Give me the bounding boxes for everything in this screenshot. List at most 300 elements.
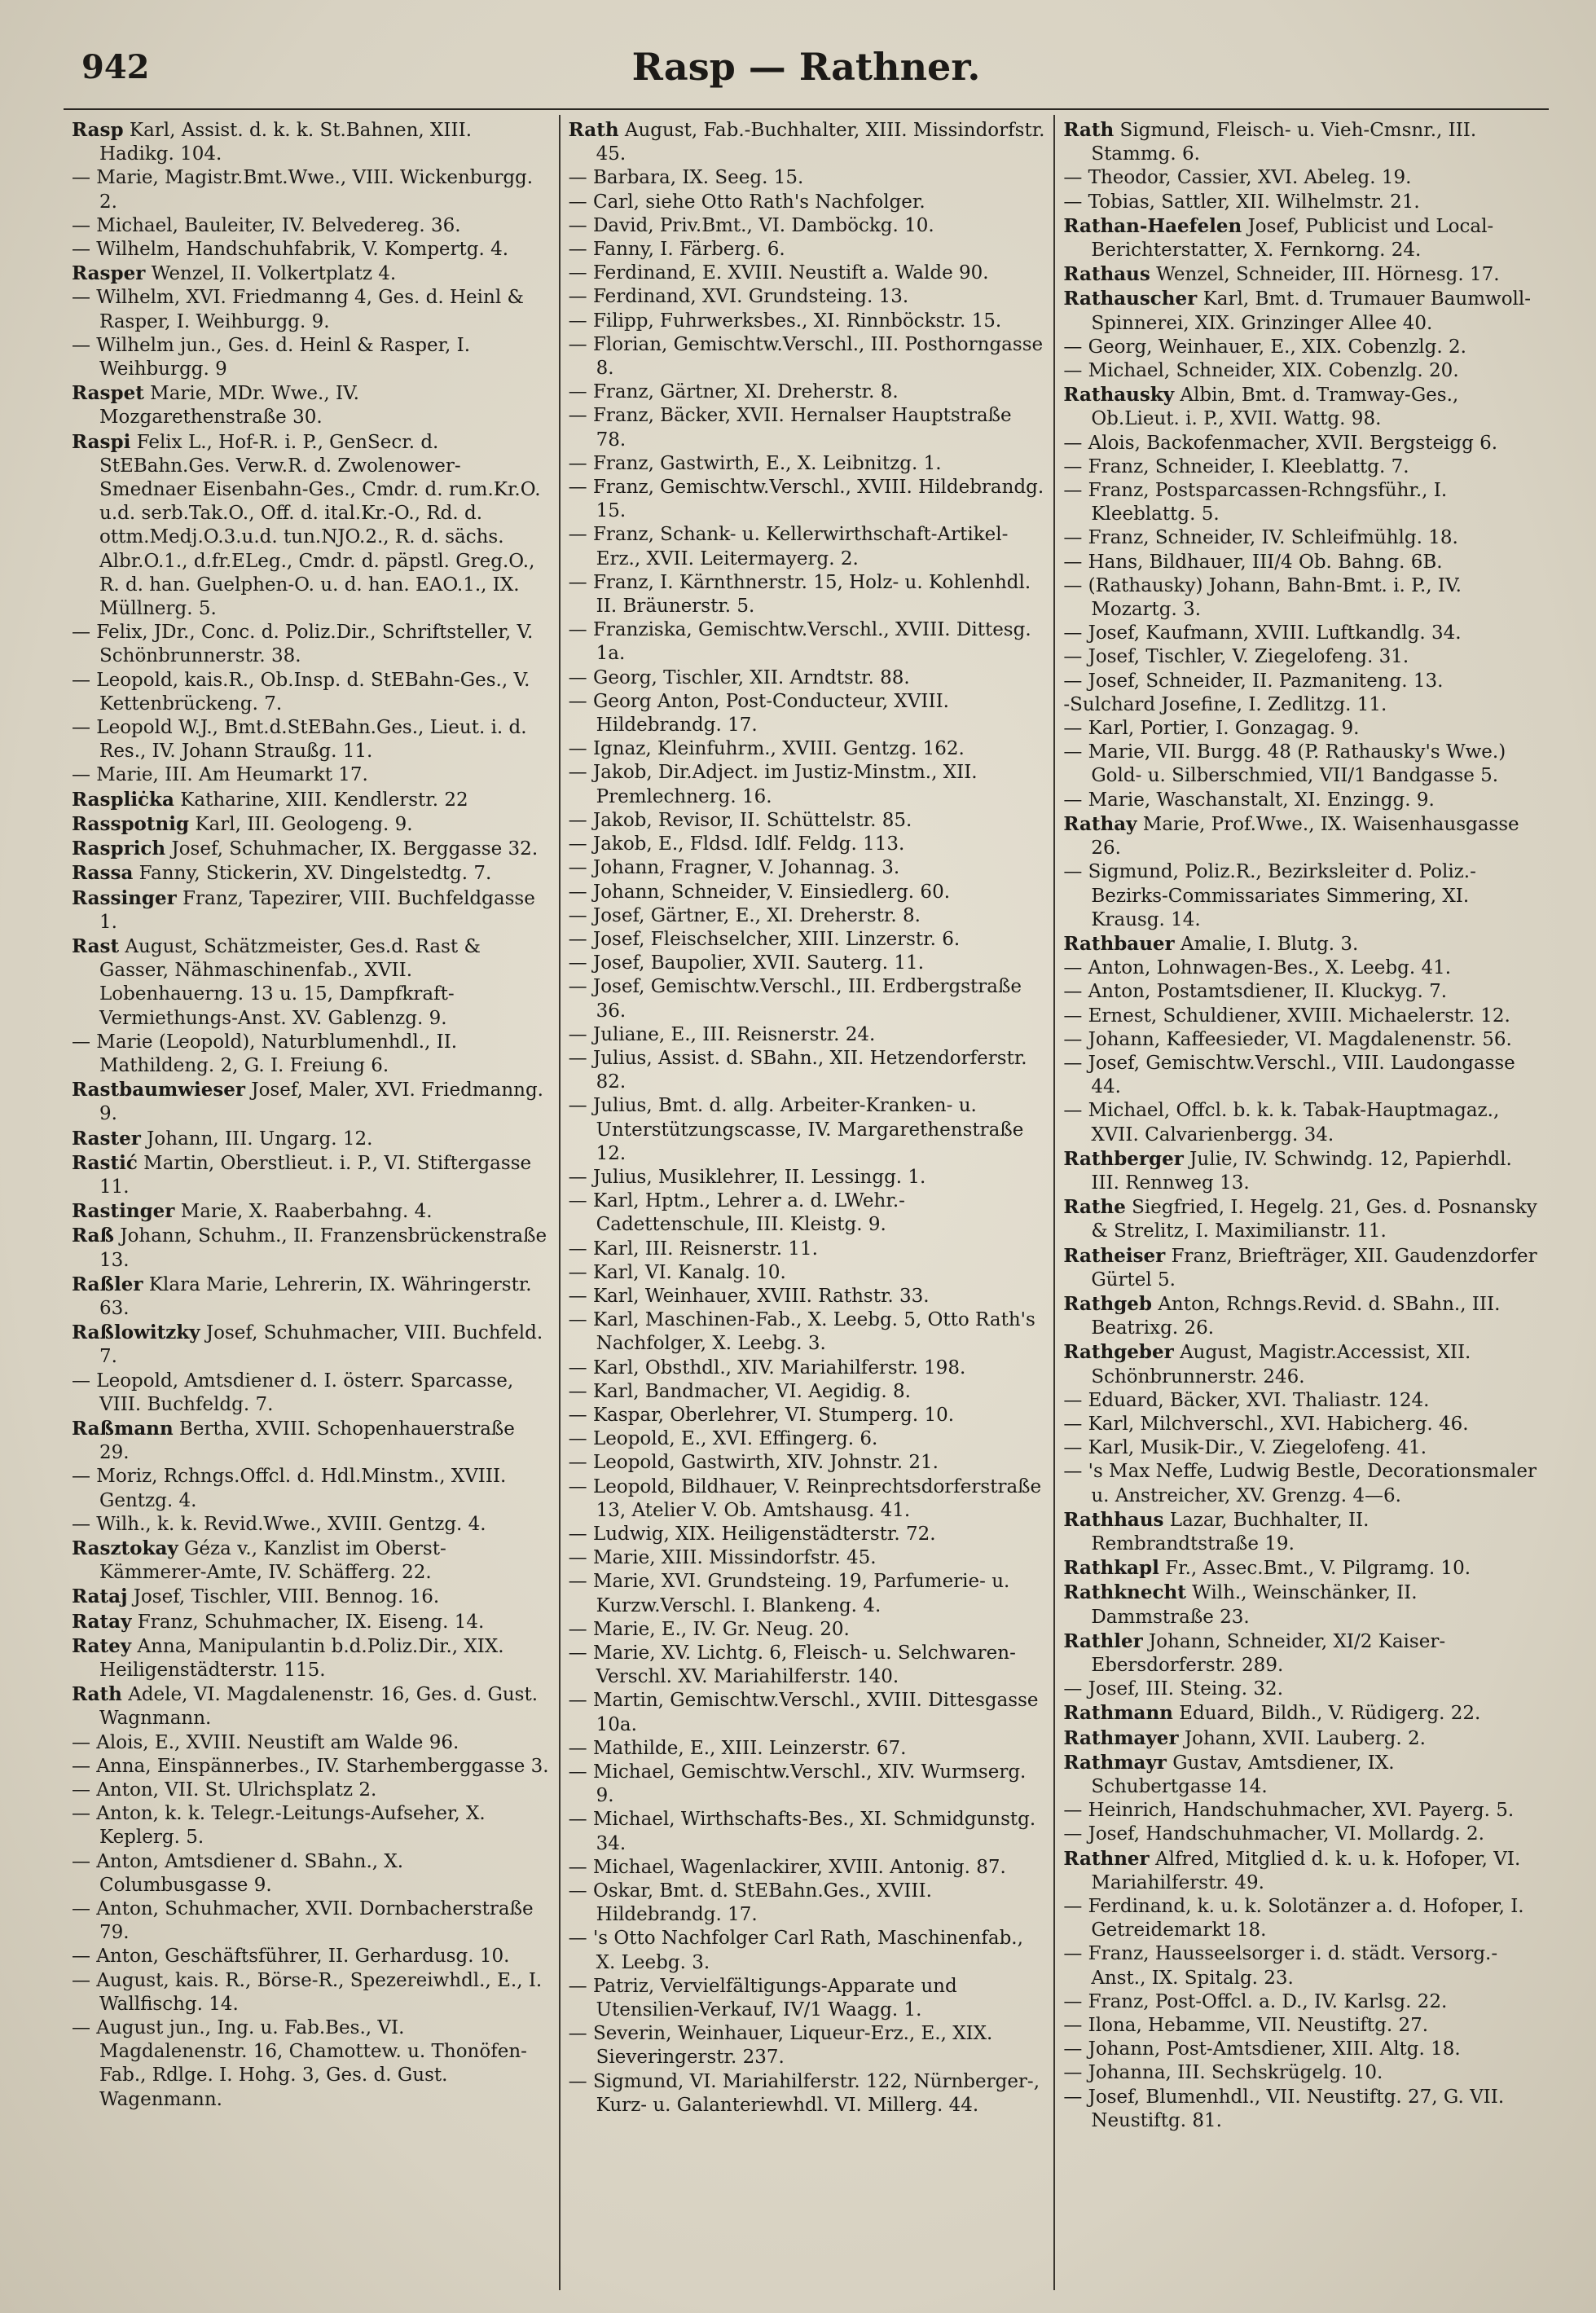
entry-text: Marie, MDr. Wwe., IV. Mozgarethenstraße 30.	[99, 383, 359, 429]
entry-surname: Rathmayr	[1063, 1751, 1167, 1774]
directory-entry	[1063, 789, 1541, 812]
directory-entry	[1063, 670, 1541, 693]
directory-entry	[72, 934, 551, 1031]
directory-entry	[1063, 287, 1541, 335]
directory-entry	[569, 262, 1046, 285]
entry-text: — Anna, Einspännerbes., IV. Starhemberggasse 3.	[72, 1755, 549, 1777]
directory-entry	[569, 856, 1046, 880]
directory-entry	[569, 1856, 1046, 1880]
directory-entry	[1063, 1823, 1541, 1846]
directory-entry	[72, 2016, 551, 2112]
entry-text: — Franz, Bäcker, XVII. Hernalser Hauptstraße 78.	[568, 405, 1012, 451]
directory-entry	[72, 381, 551, 429]
entry-surname: Rathbauer	[1063, 932, 1175, 955]
directory-entry	[72, 430, 551, 622]
entry-text: — Julius, Assist. d. SBahn., XII. Hetzendorferstr. 82.	[568, 1047, 1027, 1093]
entry-text: Amalie, I. Blutg. 3.	[1174, 933, 1359, 955]
entry-text: — Johann, Schneider, V. Einsiedlerg. 60.	[568, 881, 951, 903]
directory-entry	[569, 404, 1046, 451]
entry-text: — Franziska, Gemischtw.Verschl., XVIII. Dittesg. 1a.	[568, 619, 1031, 665]
entry-text: — Ludwig, XIX. Heiligenstädterstr. 72.	[568, 1523, 936, 1545]
directory-entry	[569, 1737, 1046, 1761]
entry-text: — Sigmund, Poliz.R., Bezirksleiter d. Poliz.-Bezirks-Commissariates Simmering, XI. Krausg. 14.	[1063, 861, 1476, 930]
directory-entry	[569, 737, 1046, 761]
directory-entry	[1063, 455, 1541, 479]
entry-text: — Leopold W.J., Bmt.d.StEBahn.Ges., Lieut. i. d. Res., IV. Johann Straußg. 11.	[72, 717, 527, 763]
entry-text: — Josef, Blumenhdl., VII. Neustiftg. 27, G. VII. Neustiftg. 81.	[1063, 2086, 1505, 2131]
entry-text: Wenzel, Schneider, III. Hörnesg. 17.	[1150, 264, 1500, 286]
entry-text: — Josef, Fleischselcher, XIII. Linzerstr. 6.	[568, 928, 961, 950]
entry-surname: Raß	[72, 1225, 115, 1247]
directory-entry	[72, 1755, 551, 1779]
entry-surname: Rathkapl	[1063, 1557, 1159, 1580]
directory-entry	[569, 1094, 1046, 1166]
directory-entry	[569, 904, 1046, 928]
directory-entry	[569, 928, 1046, 952]
entry-text: Bertha, XVIII. Schopenhauerstraße 29.	[99, 1418, 515, 1464]
entry-surname: Rastbaumwieser	[72, 1079, 246, 1102]
entry-text: — Marie, XVI. Grundsteing. 19, Parfumerie- u. Kurzw.Verschl. I. Blankeng. 4.	[568, 1571, 1010, 1616]
directory-entry	[569, 238, 1046, 262]
directory-entry	[72, 1682, 551, 1730]
entry-text: Gustav, Amtsdiener, IX. Schubertgasse 14.	[1091, 1752, 1395, 1798]
directory-entry	[569, 1880, 1046, 1927]
directory-entry	[1063, 1629, 1541, 1678]
entry-text: — Carl, siehe Otto Rath's Nachfolger.	[568, 191, 926, 213]
directory-entry	[72, 716, 551, 763]
entry-text: — Ernest, Schuldiener, XVIII. Michaelerstr. 12.	[1063, 1005, 1510, 1027]
entry-text: — 's Max Neffe, Ludwig Bestle, Decorationsmaler u. Anstreicher, XV. Grenzg. 4—6.	[1063, 1461, 1537, 1506]
entry-surname: Rassa	[72, 862, 134, 885]
directory-entry	[72, 1127, 551, 1151]
directory-entry	[1063, 432, 1541, 455]
entry-text: — Karl, Obsthdl., XIV. Mariahilferstr. 198.	[568, 1357, 966, 1379]
entry-text: Wenzel, II. Volkertplatz 4.	[145, 263, 397, 285]
entry-text: Alfred, Mitglied d. k. u. k. Hofoper, VI. Mariahilferstr. 49.	[1091, 1848, 1521, 1893]
entry-text: — Marie (Leopold), Naturblumenhdl., II. Mathildeng. 2, G. I. Freiung 6.	[72, 1031, 458, 1076]
entry-surname: Raßmann	[72, 1417, 174, 1440]
directory-entry	[72, 1513, 551, 1537]
directory-entry	[569, 191, 1046, 214]
entry-surname: Rasp	[72, 119, 124, 141]
entry-text: — Hans, Bildhauer, III/4 Ob. Bahng. 6B.	[1063, 551, 1443, 573]
entry-text: Johann, Schneider, XI/2 Kaiser-Ebersdorferstr. 289.	[1091, 1630, 1446, 1676]
entry-text: — Josef, Kaufmann, XVIII. Luftkandlg. 34.	[1063, 622, 1462, 644]
directory-entry	[72, 886, 551, 934]
entry-text: — August jun., Ing. u. Fab.Bes., VI. Magdalenenstr. 16, Chamottew. u. Thonöfen-Fab., Rdlge. I. Hohg. 3, Ges. d. Gust. Wagenmann.	[72, 2017, 527, 2110]
entry-text: — Felix, JDr., Conc. d. Poliz.Dir., Schriftsteller, V. Schönbrunnerstr. 38.	[72, 622, 534, 667]
directory-entry	[1063, 1340, 1541, 1388]
directory-entry	[569, 1285, 1046, 1308]
directory-entry	[72, 1945, 551, 1968]
entry-surname: Rathler	[1063, 1629, 1143, 1652]
entry-text: — Marie, Magistr.Bmt.Wwe., VIII. Wickenburgg. 2.	[72, 167, 534, 213]
entry-text: — Johann, Kaffeesieder, VI. Magdalenenstr. 56.	[1063, 1028, 1512, 1050]
directory-entry	[72, 1078, 551, 1126]
entry-text: — Josef, Tischler, V. Ziegelofeng. 31.	[1063, 646, 1409, 668]
entry-surname: Rathhaus	[1063, 1508, 1164, 1531]
entry-text: Marie, X. Raaberbahng. 4.	[174, 1201, 433, 1223]
directory-entry	[569, 1404, 1046, 1427]
entry-text: — David, Priv.Bmt., VI. Damböckg. 10.	[568, 214, 934, 236]
directory-entry	[72, 1224, 551, 1272]
entry-text: — Patriz, Vervielfältigungs-Apparate und Utensilien-Verkauf, IV/1 Waagg. 1.	[568, 1975, 957, 2021]
entry-text: Martin, Oberstlieut. i. P., VI. Stiftergasse 11.	[99, 1152, 532, 1198]
entry-text: — Johann, Fragner, V. Johannag. 3.	[568, 857, 900, 879]
entry-text: — Franz, Gastwirth, E., X. Leibnitzg. 1.	[568, 452, 942, 474]
entry-text: Marie, Prof.Wwe., IX. Waisenhausgasse 26.	[1091, 813, 1519, 860]
entry-text: — Marie, E., IV. Gr. Neug. 20.	[568, 1618, 850, 1640]
directory-entry	[1063, 1413, 1541, 1436]
entry-text: — Karl, VI. Kanalg. 10.	[568, 1261, 786, 1283]
entry-text: — Ilona, Hebamme, VII. Neustiftg. 27.	[1063, 2015, 1429, 2037]
directory-entry	[72, 1610, 551, 1634]
entry-text: Franz, Tapezirer, VIII. Buchfeldgasse 1.	[99, 887, 535, 933]
entry-text: — (Rathausky) Johann, Bahn-Bmt. i. P., IV. Mozartg. 3.	[1063, 574, 1462, 621]
directory-entry	[1063, 1005, 1541, 1028]
directory-entry	[569, 1975, 1046, 2022]
entry-text: — Tobias, Sattler, XII. Wilhelmstr. 21.	[1063, 191, 1420, 213]
directory-entry	[569, 881, 1046, 904]
directory-entry	[1063, 1556, 1541, 1581]
entry-surname: Rathauscher	[1063, 288, 1198, 310]
entry-text: — Franz, Schneider, IV. Schleifmühlg. 18.	[1063, 527, 1458, 549]
directory-entry	[569, 523, 1046, 570]
directory-entry	[1063, 812, 1541, 860]
directory-entry	[569, 690, 1046, 737]
directory-entry	[1063, 1028, 1541, 1052]
directory-entry	[1063, 574, 1541, 622]
entry-text: — Anton, Geschäftsführer, II. Gerhardusg. 10.	[72, 1946, 510, 1968]
entry-text: — Marie, XIII. Missindorfstr. 45.	[568, 1547, 877, 1569]
entry-surname: Rathan-Haefelen	[1063, 214, 1242, 237]
directory-entry	[569, 975, 1046, 1022]
entry-surname: Raßlowitzky	[72, 1321, 200, 1344]
entry-text: Johann, Schuhm., II. Franzensbrückenstraße 13.	[99, 1225, 547, 1271]
entry-text: — Alois, Backofenmacher, XVII. Bergsteigg 6.	[1063, 432, 1498, 454]
directory-entry	[1063, 1460, 1541, 1507]
entry-text: Johann, III. Ungarg. 12.	[140, 1128, 373, 1150]
entry-text: — Anton, Schuhmacher, XVII. Dornbacherstraße 79.	[72, 1898, 534, 1944]
directory-entry	[569, 571, 1046, 618]
directory-entry	[569, 166, 1046, 190]
entry-surname: Rathgeb	[1063, 1292, 1153, 1315]
directory-entry	[1063, 1292, 1541, 1340]
directory-entry	[1063, 262, 1541, 287]
entry-text: Siegfried, I. Hegelg. 21, Ges. d. Posnansky & Strelitz, I. Maximilianstr. 11.	[1091, 1197, 1537, 1242]
entry-text: — Michael, Wagenlackirer, XVIII. Antonig. 87.	[568, 1856, 1006, 1878]
entry-text: — Moriz, Rchngs.Offcl. d. Hdl.Minstm., XVIII. Gentzg. 4.	[72, 1466, 507, 1511]
directory-entry	[1063, 1678, 1541, 1701]
entry-text: — Marie, XV. Lichtg. 6, Fleisch- u. Selchwaren-Verschl. XV. Mariahilferstr. 140.	[568, 1642, 1016, 1688]
entry-text: — Anton, Postamtsdiener, II. Kluckyg. 7.	[1063, 981, 1448, 1003]
directory-entry	[1063, 166, 1541, 190]
entry-text: Josef, Tischler, VIII. Bennog. 16.	[127, 1586, 440, 1608]
entry-text: — Anton, Lohnwagen-Bes., X. Leebg. 41.	[1063, 957, 1452, 979]
entry-text: — Johann, Post-Amtsdiener, XIII. Altg. 18.	[1063, 2038, 1461, 2060]
entry-surname: Rath	[72, 1683, 122, 1706]
entry-text: — Michael, Bauleiter, IV. Belvedereg. 36.	[72, 214, 461, 236]
entry-surname: Rathberger	[1063, 1147, 1184, 1170]
entry-surname: Rathmann	[1063, 1702, 1173, 1725]
entry-surname: Rathaus	[1063, 263, 1150, 286]
entry-text: Josef, Maler, XVI. Friedmanng. 9.	[99, 1080, 543, 1125]
entry-surname: Rathmayer	[1063, 1726, 1179, 1749]
entry-text: -Sulchard Josefine, I. Zedlitzg. 11.	[1063, 693, 1387, 715]
entry-text: — Marie, III. Am Heumarkt 17.	[72, 764, 368, 786]
entry-surname: Rasper	[72, 262, 146, 285]
entry-text: — Jakob, E., Fldsd. Idlf. Feldg. 113.	[568, 833, 905, 855]
entry-text: — Leopold, Amtsdiener d. I. österr. Sparcasse, VIII. Buchfeldg. 7.	[72, 1370, 514, 1415]
directory-entry	[569, 2022, 1046, 2069]
directory-entry	[569, 285, 1046, 309]
entry-text: — Franz, Hausseelsorger i. d. städt. Versorg.-Anst., IX. Spitalg. 23.	[1063, 1943, 1498, 1989]
entry-text: — Josef, Baupolier, XVII. Sauterg. 11.	[568, 952, 925, 974]
entry-text: Josef, Schuhmacher, IX. Berggasse 32.	[165, 838, 539, 860]
directory-entry	[72, 334, 551, 381]
entry-text: — Marie, VII. Burgg. 48 (P. Rathausky's Wwe.) Gold- u. Silberschmied, VII/1 Bandgasse 5.	[1063, 741, 1506, 787]
entry-text: — Julius, Bmt. d. allg. Arbeiter-Kranken- u. Unterstützungscasse, IV. Margarethenstraße 12.	[568, 1095, 1024, 1164]
directory-entry	[1063, 2061, 1541, 2085]
entry-text: — Karl, Hptm., Lehrer a. d. LWehr.-Cadettenschule, III. Kleistg. 9.	[568, 1190, 905, 1236]
entry-text: — Wilhelm jun., Ges. d. Heinl & Rasper, I. Weihburgg. 9	[72, 334, 471, 380]
entry-surname: Rathknecht	[1063, 1581, 1186, 1604]
directory-columns	[64, 115, 1549, 2290]
entry-text: — Franz, Gemischtw.Verschl., XVIII. Hildebrandg. 15.	[568, 477, 1044, 522]
directory-entry	[72, 812, 551, 837]
entry-surname: Rassinger	[72, 886, 177, 909]
entry-text: — Eduard, Bäcker, XVI. Thaliastr. 124.	[1063, 1389, 1430, 1411]
entry-text: — Josef, Schneider, II. Pazmaniteng. 13.	[1063, 670, 1444, 692]
directory-entry	[569, 1689, 1046, 1736]
entry-text: — Anton, VII. St. Ulrichsplatz 2.	[72, 1779, 377, 1801]
directory-entry	[72, 1537, 551, 1585]
directory-entry	[1063, 479, 1541, 526]
entry-text: — Fanny, I. Färberg. 6.	[568, 239, 785, 261]
entry-text: Karl, Bmt. d. Trumauer Baumwoll-Spinnerei, XIX. Grinzinger Allee 40.	[1091, 288, 1532, 334]
directory-entry	[569, 333, 1046, 380]
entry-text: — Anton, Amtsdiener d. SBahn., X. Columbusgasse 9.	[72, 1850, 404, 1896]
entry-surname: Rathay	[1063, 812, 1137, 835]
entry-text: — Karl, Portier, I. Gonzagag. 9.	[1063, 718, 1360, 740]
entry-text: Karl, III. Geologeng. 9.	[189, 813, 413, 835]
entry-text: Franz, Briefträger, XII. Gaudenzdorfer Gürtel 5.	[1091, 1245, 1537, 1291]
directory-entry	[1063, 1195, 1541, 1243]
directory-entry	[1063, 645, 1541, 669]
directory-entry	[1063, 2086, 1541, 2133]
entry-text: — 's Otto Nachfolger Carl Rath, Maschinenfab., X. Leebg. 3.	[568, 1928, 1023, 1973]
directory-entry	[569, 310, 1046, 333]
directory-entry	[72, 1151, 551, 1199]
entry-text: — Karl, Musik-Dir., V. Ziegelofeng. 41.	[1063, 1437, 1427, 1459]
directory-entry	[72, 1370, 551, 1417]
entry-surname: Rath	[1063, 119, 1115, 141]
directory-entry	[569, 952, 1046, 975]
entry-text: — Franz, Schank- u. Kellerwirthschaft-Artikel-Erz., XVII. Leitermayerg. 2.	[568, 524, 1009, 569]
directory-entry	[569, 1451, 1046, 1475]
directory-entry	[72, 286, 551, 333]
entry-surname: Raspet	[72, 382, 144, 405]
entry-text: — Josef, Gemischtw.Verschl., VIII. Laudongasse 44.	[1063, 1052, 1515, 1098]
entry-surname: Rathner	[1063, 1847, 1150, 1870]
entry-text: — Georg, Tischler, XII. Arndtstr. 88.	[568, 666, 910, 688]
entry-text: Johann, XVII. Lauberg. 2.	[1178, 1727, 1426, 1749]
directory-entry	[72, 1321, 551, 1369]
directory-entry	[569, 1047, 1046, 1094]
entry-text: — Anton, k. k. Telegr.-Leitungs-Aufseher, X. Keplerg. 5.	[72, 1803, 486, 1849]
entry-text: August, Fab.-Buchhalter, XIII. Missindorfstr. 45.	[596, 120, 1045, 165]
entry-text: — Ferdinand, E. XVIII. Neustift a. Walde 90.	[568, 262, 989, 284]
directory-entry	[569, 1618, 1046, 1642]
entry-text: Sigmund, Fleisch- u. Vieh-Cmsnr., III. Stammg. 6.	[1091, 120, 1477, 165]
directory-entry	[1063, 1244, 1541, 1292]
directory-entry	[72, 861, 551, 886]
directory-entry	[1063, 1389, 1541, 1413]
entry-text: — Wilhelm, XVI. Friedmanng 4, Ges. d. Heinl & Rasper, I. Weihburgg. 9.	[72, 287, 524, 332]
entry-text: — Karl, Maschinen-Fab., X. Leebg. 5, Otto Rath's Nachfolger, X. Leebg. 3.	[568, 1309, 1035, 1355]
directory-entry	[72, 1031, 551, 1078]
entry-text: August, Magistr.Accessist, XII. Schönbrunnerstr. 246.	[1091, 1342, 1471, 1387]
entry-surname: Rasprich	[72, 838, 166, 860]
page-header	[64, 45, 1549, 110]
directory-entry	[569, 1380, 1046, 1404]
directory-entry	[72, 1465, 551, 1512]
directory-entry	[569, 1261, 1046, 1285]
directory-entry	[1063, 551, 1541, 574]
entry-text: — Franz, Post-Offcl. a. D., IV. Karlsg. 22.	[1063, 1990, 1448, 2012]
directory-entry	[72, 669, 551, 716]
directory-entry	[1063, 118, 1541, 166]
entry-text: — Alois, E., XVIII. Neustift am Walde 96.	[72, 1731, 459, 1753]
directory-entry	[1063, 1942, 1541, 1990]
directory-entry	[569, 761, 1046, 808]
entry-text: — Josef, Gärtner, E., XI. Dreherstr. 8.	[568, 904, 921, 926]
entry-text: Klara Marie, Lehrerin, IX. Währingerstr. 63.	[99, 1273, 532, 1319]
directory-entry	[569, 380, 1046, 404]
directory-entry	[569, 1761, 1046, 1808]
entry-text: August, Schätzmeister, Ges.d. Rast & Gasser, Nähmaschinenfab., XVII. Lobenhauerng. 13 u. 15, Dampfkraft-Vermiethungs-Anst. XV. Gablenzg. 9.	[99, 935, 481, 1029]
directory-entry	[72, 118, 551, 166]
entry-surname: Rastić	[72, 1151, 138, 1174]
entry-text: — Franz, Postsparcassen-Rchngsführ., I. Kleeblattg. 5.	[1063, 480, 1448, 525]
entry-text: — Leopold, Gastwirth, XIV. Johnstr. 21.	[568, 1452, 939, 1474]
entry-text: — Oskar, Bmt. d. StEBahn.Ges., XVIII. Hildebrandg. 17.	[568, 1880, 932, 1926]
directory-entry	[569, 118, 1046, 166]
entry-surname: Rath	[568, 119, 619, 141]
entry-text: — Franz, I. Kärnthnerstr. 15, Holz- u. Kohlenhdl. II. Bräunerstr. 5.	[568, 571, 1031, 618]
entry-text: — Mathilde, E., XIII. Leinzerstr. 67.	[568, 1737, 907, 1759]
directory-entry	[1063, 1751, 1541, 1799]
entry-surname: Rathe	[1063, 1196, 1126, 1219]
entry-text: — Ferdinand, k. u. k. Solotänzer a. d. Hofoper, I. Getreidemarkt 18.	[1063, 1896, 1524, 1941]
directory-entry	[1063, 1847, 1541, 1895]
entry-text: — Leopold, Bildhauer, V. Reinprechtsdorferstraße 13, Atelier V. Ob. Amtshausg. 41.	[568, 1475, 1042, 1521]
entry-surname: Ratay	[72, 1610, 132, 1633]
entry-surname: Rast	[72, 934, 120, 957]
entry-text: Adele, VI. Magdalenenstr. 16, Ges. d. Gust. Wagnmann.	[99, 1684, 539, 1730]
directory-entry	[72, 214, 551, 238]
entry-text: — Leopold, E., XVI. Effingerg. 6.	[568, 1428, 878, 1450]
entry-text: — Karl, III. Reisnerstr. 11.	[568, 1238, 818, 1260]
directory-entry	[569, 1523, 1046, 1546]
entry-text: — Kaspar, Oberlehrer, VI. Stumperg. 10.	[568, 1404, 955, 1426]
entry-text: — Michael, Wirthschafts-Bes., XI. Schmidgunstg. 34.	[568, 1809, 1036, 1854]
entry-text: — Wilh., k. k. Revid.Wwe., XVIII. Gentzg. 4.	[72, 1513, 486, 1535]
entry-text: — Ignaz, Kleinfuhrm., XVIII. Gentzg. 162.	[568, 738, 965, 760]
directory-entry	[72, 1850, 551, 1897]
entry-text: — Sigmund, VI. Mariahilferstr. 122, Nürnberger-, Kurz- u. Galanteriewhdl. VI. Millerg. 44.	[568, 2070, 1040, 2116]
directory-entry	[569, 1546, 1046, 1570]
directory-entry	[72, 1585, 551, 1609]
entry-text: Fr., Assec.Bmt., V. Pilgramg. 10.	[1159, 1558, 1471, 1580]
directory-entry	[72, 1199, 551, 1224]
entry-text: — Georg Anton, Post-Conducteur, XVIII. Hildebrandg. 17.	[568, 690, 949, 737]
entry-text: — Martin, Gemischtw.Verschl., XVIII. Dittesgasse 10a.	[568, 1690, 1039, 1735]
entry-surname: Rasspotnig	[72, 812, 190, 835]
entry-text: — Georg, Weinhauer, E., XIX. Cobenzlg. 2.	[1063, 336, 1466, 358]
directory-entry	[1063, 2014, 1541, 2038]
entry-text: — Juliane, E., III. Reisnerstr. 24.	[568, 1023, 876, 1045]
entry-text: — Jakob, Dir.Adject. im Justiz-Minstm., XII. Premlechnerg. 16.	[568, 762, 978, 807]
entry-text: Anton, Rchngs.Revid. d. SBahn., III. Beatrixg. 26.	[1091, 1293, 1501, 1339]
entry-text: Felix L., Hof-R. i. P., GenSecr. d. StEBahn.Ges. Verw.R. d. Zwolenower-Smednaer Eisenbahn-Ges., Cmdr. d. rum.Kr.O. u.d. serb.Tak.O., Off. d. ital.Kr.-O., Rd. d. ottm.Medj.O.3.u.d. tun.NJO.2., R. d. sächs. Albr.O.1., d.fr.ELeg., Cmdr. d. päpstl. Greg.O., R. d. han. Guelphen-O. u. d. han. EAO.1., IX. Müllnerg. 5.	[99, 431, 541, 620]
entry-text: Albin, Bmt. d. Tramway-Ges., Ob.Lieut. i. P., XVII. Wattg. 98.	[1091, 385, 1459, 430]
entry-surname: Raßler	[72, 1273, 143, 1295]
entry-text: — Franz, Gärtner, XI. Dreherstr. 8.	[568, 381, 899, 403]
directory-entry	[1063, 1726, 1541, 1751]
directory-entry	[569, 618, 1046, 666]
directory-entry	[72, 788, 551, 812]
entry-text: Katharine, XIII. Kendlerstr. 22	[174, 789, 468, 811]
entry-text: — Michael, Schneider, XIX. Cobenzlg. 20.	[1063, 360, 1459, 382]
entry-text: — Theodor, Cassier, XVI. Abeleg. 19.	[1063, 167, 1412, 189]
page-number: 942	[81, 48, 150, 86]
directory-entry	[1063, 860, 1541, 932]
directory-entry	[569, 1927, 1046, 1974]
entry-text: Anna, Manipulantin b.d.Poliz.Dir., XIX. Heiligenstädterstr. 115.	[99, 1635, 504, 1681]
entry-surname: Raspliċka	[72, 788, 174, 811]
entry-text: — Michael, Gemischtw.Verschl., XIV. Wurmserg. 9.	[568, 1761, 1027, 1807]
directory-entry	[569, 452, 1046, 476]
entry-text: — August, kais. R., Börse-R., Spezereiwhdl., E., I. Wallfischg. 14.	[72, 1969, 543, 2015]
directory-entry	[72, 1779, 551, 1802]
entry-text: — Julius, Musiklehrer, II. Lessingg. 1.	[568, 1166, 926, 1188]
directory-entry	[72, 1417, 551, 1465]
directory-entry	[72, 1802, 551, 1849]
directory-entry	[1063, 741, 1541, 788]
entry-text: — Karl, Weinhauer, XVIII. Rathstr. 33.	[568, 1285, 930, 1307]
directory-entry	[1063, 717, 1541, 741]
entry-text: Franz, Schuhmacher, IX. Eiseng. 14.	[131, 1611, 485, 1633]
directory-entry	[1063, 191, 1541, 214]
directory-entry	[1063, 526, 1541, 550]
entry-surname: Ratheiser	[1063, 1244, 1166, 1267]
entry-text: Josef, Schuhmacher, VIII. Buchfeld. 7.	[99, 1322, 543, 1368]
entry-text: Fanny, Stickerin, XV. Dingelstedtg. 7.	[133, 863, 492, 885]
entry-text: — Wilhelm, Handschuhfabrik, V. Kompertg. 4.	[72, 239, 509, 261]
column-1	[64, 115, 559, 2290]
entry-text: — Filipp, Fuhrwerksbes., XI. Rinnböckstr. 15.	[568, 310, 1002, 332]
directory-entry	[1063, 1436, 1541, 1460]
entry-text: — Karl, Milchverschl., XVI. Habicherg. 46.	[1063, 1413, 1469, 1435]
directory-entry	[569, 1642, 1046, 1689]
directory-entry	[72, 1731, 551, 1755]
directory-entry	[569, 1308, 1046, 1356]
entry-text: — Leopold, kais.R., Ob.Insp. d. StEBahn-Ges., V. Kettenbrückeng. 7.	[72, 669, 530, 715]
entry-surname: Ratey	[72, 1634, 132, 1657]
entry-surname: Raspi	[72, 430, 131, 453]
entry-text: Lazar, Buchhalter, II. Rembrandtstraße 19.	[1091, 1509, 1370, 1554]
